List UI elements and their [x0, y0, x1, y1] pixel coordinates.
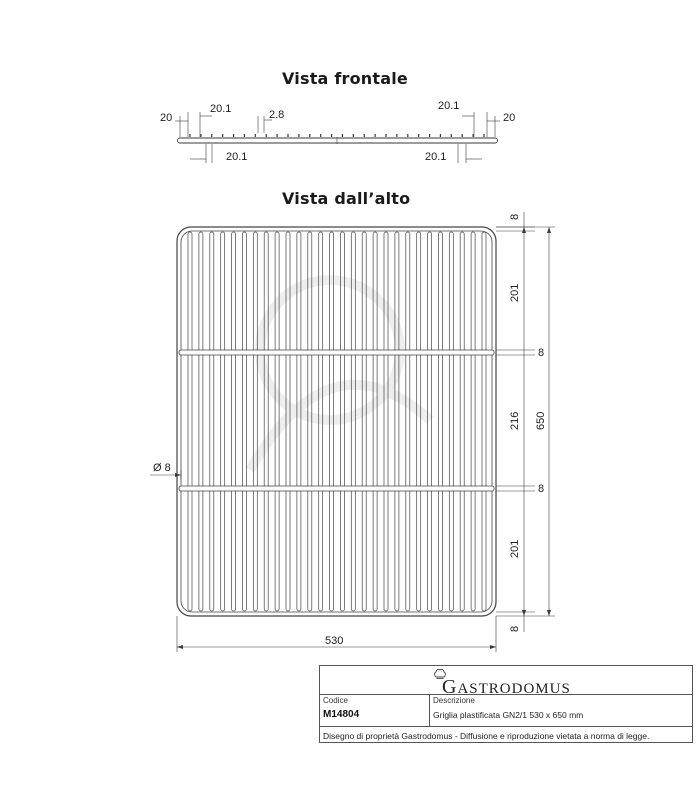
- dim-front-bottom-left: 20.1: [226, 151, 248, 163]
- dim-section-2: 216: [509, 411, 521, 430]
- dim-wire-diameter: Ø 8: [153, 462, 171, 474]
- brand-initial: G: [442, 676, 458, 698]
- title-block-logo-row: [320, 666, 692, 698]
- dim-section-1: 201: [509, 283, 521, 302]
- dim-front-right-outer: 20: [503, 112, 516, 124]
- grid-wire: [264, 232, 268, 611]
- watermark-logo: [250, 280, 430, 470]
- dim-frame-top: 8: [509, 213, 521, 220]
- cross-bar-lower: [179, 486, 494, 491]
- front-rod: [180, 138, 495, 143]
- grid-wire: [232, 232, 236, 611]
- description-label: Descrizione: [433, 696, 475, 705]
- grid-wire: [395, 232, 399, 611]
- front-rod-left-end: [178, 138, 181, 143]
- dim-front-right-inner: 20.1: [438, 100, 460, 112]
- grid-wire: [188, 232, 192, 611]
- dim-front-bottom-right: 20.1: [425, 151, 447, 163]
- code-cell: [320, 694, 430, 727]
- product-code: M14804: [323, 709, 360, 720]
- grid-wire: [406, 232, 410, 611]
- top-view-title: Vista dall’alto: [282, 189, 411, 208]
- front-wire-tops: [190, 134, 484, 137]
- description-cell: [430, 694, 692, 727]
- front-view-title: Vista frontale: [282, 69, 408, 88]
- dim-frame-bottom: 8: [509, 625, 521, 632]
- grid-wire: [373, 232, 377, 611]
- grid-wire: [482, 232, 486, 611]
- dim-front-left-outer: 20: [160, 112, 173, 124]
- grid-wire: [417, 232, 421, 611]
- dim-total-width: 530: [325, 635, 344, 647]
- grid-wire: [471, 232, 475, 611]
- copyright-notice: Disegno di proprietà Gastrodomus - Diffusione e riproduzione vietata a norma di legge.: [323, 731, 650, 741]
- front-view: [175, 112, 500, 163]
- dim-cross-1: 8: [538, 347, 545, 359]
- grid-wire: [438, 232, 442, 611]
- top-dimensions: [150, 212, 555, 652]
- dim-total-height: 650: [535, 411, 547, 430]
- grid-wire: [199, 232, 203, 611]
- dim-front-wire-gap: 2.8: [269, 109, 285, 121]
- code-label: Codice: [323, 696, 348, 705]
- grid-wire: [242, 232, 246, 611]
- grid-wire: [460, 232, 464, 611]
- grid-wire: [210, 232, 214, 611]
- dim-section-3: 201: [509, 539, 521, 558]
- grid-wire: [253, 232, 257, 611]
- product-description: Griglia plastificata GN2/1 530 x 650 mm: [433, 710, 584, 720]
- dim-cross-2: 8: [538, 483, 545, 495]
- brand-rest: ASTRODOMUS: [457, 681, 571, 697]
- dim-front-left-inner: 20.1: [210, 103, 232, 115]
- grid-wire: [384, 232, 388, 611]
- front-rod-right-end: [495, 138, 498, 143]
- cross-bar-upper: [179, 350, 494, 355]
- grid-wire: [221, 232, 225, 611]
- title-block: [319, 665, 693, 743]
- grid-wire: [449, 232, 453, 611]
